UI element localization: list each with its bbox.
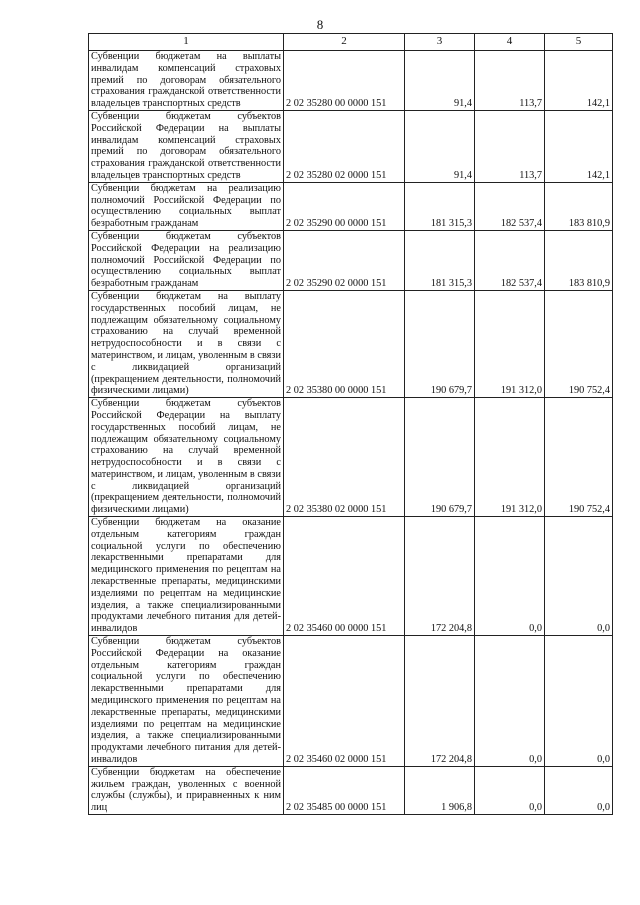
row-value-col5: 142,1 xyxy=(545,51,613,111)
row-name: Субвенции бюджетам на реализацию полномочий Российской Федерации по осуществлению социальных выплат безработным гражданам xyxy=(89,182,284,230)
row-name: Субвенции бюджетам на выплату государственных пособий лицам, не подлежащим обязательному социальному страхованию на случай временной нетрудоспособности и в связи с материнством, и лицам, уволенным в связи с ликвидацией организаций (прекращением деятельности, полномочий физическими лицами) xyxy=(89,290,284,397)
row-value-col5: 190 752,4 xyxy=(545,398,613,517)
row-value-col4: 0,0 xyxy=(475,517,545,636)
row-value-col3: 181 315,3 xyxy=(405,230,475,290)
row-value-col4: 113,7 xyxy=(475,110,545,182)
row-code: 2 02 35290 02 0000 151 xyxy=(284,230,405,290)
column-header: 2 xyxy=(284,34,405,51)
row-name: Субвенции бюджетам на обеспечение жильем граждан, уволенных с военной службы (службы), и приравненных к ним лиц xyxy=(89,766,284,814)
row-value-col4: 182 537,4 xyxy=(475,230,545,290)
table-row xyxy=(89,398,613,517)
budget-table xyxy=(88,33,613,815)
page-number: 8 xyxy=(316,17,324,32)
row-value-col3: 190 679,7 xyxy=(405,398,475,517)
row-name: Субвенции бюджетам на оказание отдельным категориям граждан социальной услуги по обеспечению лекарственными препаратами для медицинского применения по рецептам на лекарственные препараты, медицинскими изделиями по рецептам на медицинские изделия, а также специализированными продуктами лечебного питания для детей-инвалидов xyxy=(89,517,284,636)
row-value-col4: 0,0 xyxy=(475,766,545,814)
row-value-col5: 183 810,9 xyxy=(545,182,613,230)
column-header: 4 xyxy=(475,34,545,51)
column-header: 1 xyxy=(89,34,284,51)
row-code: 2 02 35380 00 0000 151 xyxy=(284,290,405,397)
table-row xyxy=(89,182,613,230)
row-name: Субвенции бюджетам на выплаты инвалидам компенсаций страховых премий по договорам обязательного страхования гражданской ответственности владельцев транспортных средств xyxy=(89,51,284,111)
row-value-col3: 1 906,8 xyxy=(405,766,475,814)
row-name: Субвенции бюджетам субъектов Российской Федерации на выплаты инвалидам компенсаций страховых премий по договорам обязательного страхования гражданской ответственности владельцев транспортных средств xyxy=(89,110,284,182)
row-code: 2 02 35485 00 0000 151 xyxy=(284,766,405,814)
table-header-row xyxy=(89,34,613,51)
row-code: 2 02 35460 02 0000 151 xyxy=(284,636,405,767)
row-code: 2 02 35290 00 0000 151 xyxy=(284,182,405,230)
table-row xyxy=(89,636,613,767)
row-name: Субвенции бюджетам субъектов Российской Федерации на выплату государственных пособий лицам, не подлежащим обязательному социальному страхованию на случай временной нетрудоспособности и в связи с материнством, и лицам, уволенным в связи с ликвидацией организаций (прекращением деятельности, полномочий физическими лицами) xyxy=(89,398,284,517)
row-value-col3: 91,4 xyxy=(405,110,475,182)
row-value-col3: 91,4 xyxy=(405,51,475,111)
row-value-col5: 190 752,4 xyxy=(545,290,613,397)
table-row xyxy=(89,290,613,397)
table-row xyxy=(89,51,613,111)
column-header: 5 xyxy=(545,34,613,51)
row-value-col3: 172 204,8 xyxy=(405,517,475,636)
row-value-col5: 0,0 xyxy=(545,517,613,636)
row-value-col4: 191 312,0 xyxy=(475,398,545,517)
table-row xyxy=(89,110,613,182)
row-value-col3: 172 204,8 xyxy=(405,636,475,767)
row-value-col5: 183 810,9 xyxy=(545,230,613,290)
row-name: Субвенции бюджетам субъектов Российской Федерации на оказание отдельным категориям граждан социальной услуги по обеспечению лекарственными препаратами для медицинского применения по рецептам на лекарственные препараты, медицинскими изделиями по рецептам на медицинские изделия, а также специализированными продуктами лечебного питания для детей-инвалидов xyxy=(89,636,284,767)
row-value-col5: 0,0 xyxy=(545,636,613,767)
column-header: 3 xyxy=(405,34,475,51)
table-row xyxy=(89,766,613,814)
row-code: 2 02 35280 00 0000 151 xyxy=(284,51,405,111)
table-row xyxy=(89,517,613,636)
row-value-col4: 182 537,4 xyxy=(475,182,545,230)
row-value-col4: 113,7 xyxy=(475,51,545,111)
row-value-col4: 191 312,0 xyxy=(475,290,545,397)
row-code: 2 02 35460 00 0000 151 xyxy=(284,517,405,636)
row-value-col3: 190 679,7 xyxy=(405,290,475,397)
row-value-col4: 0,0 xyxy=(475,636,545,767)
table-row xyxy=(89,230,613,290)
row-code: 2 02 35380 02 0000 151 xyxy=(284,398,405,517)
row-value-col5: 142,1 xyxy=(545,110,613,182)
row-name: Субвенции бюджетам субъектов Российской Федерации на реализацию полномочий Российской Федерации по осуществлению социальных выплат безработным гражданам xyxy=(89,230,284,290)
row-value-col3: 181 315,3 xyxy=(405,182,475,230)
row-value-col5: 0,0 xyxy=(545,766,613,814)
row-code: 2 02 35280 02 0000 151 xyxy=(284,110,405,182)
